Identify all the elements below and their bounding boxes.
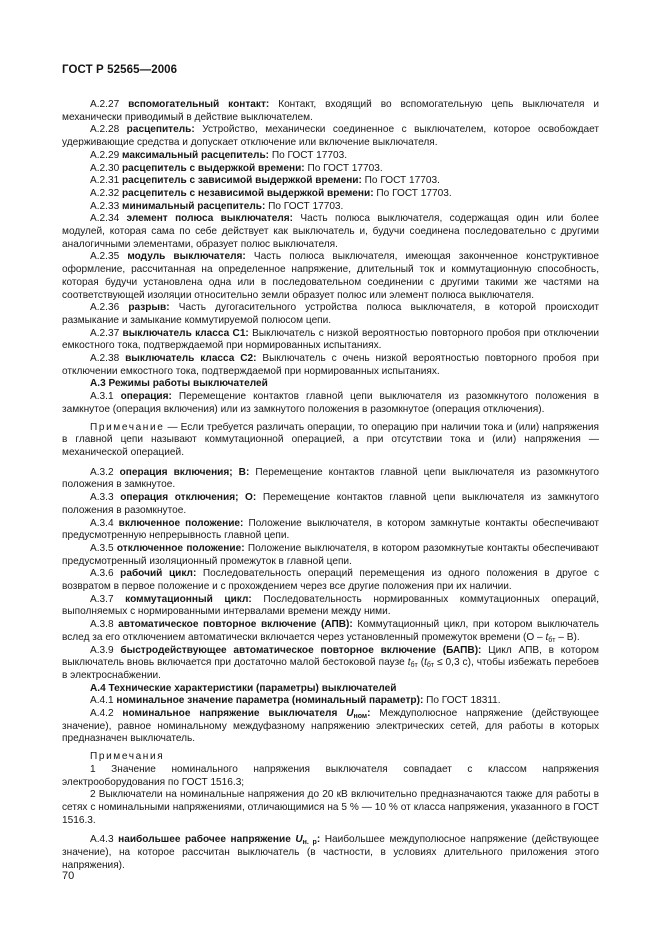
entry-a236: A.2.36 разрыв: Часть дугогасительного устройства полюса выключателя, в которой происходит размыкание и замыкание коммутируемой полюсом цепи. <box>62 302 599 326</box>
entry-a39: А.3.9 быстродействующее автоматическое повторное включение (БАПВ): Цикл АПВ, в котором выключатель вновь включается при достаточно малой бестоковой паузе $t_{бт}$ ($t_{бт} \le 0,3$ с), чтобы избежать перебоев в электроснабжении. <box>62 644 599 681</box>
note-a31: Примечание — Если требуется различать операции, то операцию при наличии тока и (или) напряжения в главной цепи называют коммутационной операцией, а при отсутствии тока и (или) напряжения — механической операцией. <box>62 421 599 458</box>
entry-a237: A.2.37 выключатель класса С1: Выключатель с низкой вероятностью повторного пробоя при отключении емкостного тока, подтверждаемой при нормированных испытаниях. <box>62 327 599 352</box>
entry-a42: А.4.2 номинальное напряжение выключателя $U_{ном}$: Междуполюсное напряжение (действующее значение), равное номинальному междуфазному напряжению электрических сетей, для работы в которых предназначен выключатель. <box>62 708 599 745</box>
entry-a229: A.2.29 максимальный расцепитель: По ГОСТ 17703. <box>90 149 348 161</box>
entry-a234: A.2.34 элемент полюса выключателя: Часть полюса выключателя, содержащая один или более модулей, которая сама по себе действует как выключатель и, будучи соединена последовательно с другими аналогичными элементами, образует полюс выключателя. <box>62 213 599 250</box>
entry-a38: А.3.8 автоматическое повторное включение (АПВ): Коммутационный цикл, при котором выключатель вслед за его отключением автоматически включается через установленный промежуток времени $(О - t_{бт} - В)$. <box>62 619 600 644</box>
entry-a235: A.2.35 модуль выключателя: Часть полюса выключателя, имеющая законченное конструктивное оформление, рассчитанная на определенное напряжение, длительный ток и коммутационную способность, которая будучи установлена одна или в последовательном соединении с другими такими же частями на соответствующей изоляции относительно земли образует полюс или элемент полюса выключателя. <box>62 251 599 301</box>
notes-label: Примечания <box>90 751 165 763</box>
entry-a31: А.3.1 операция: Перемещение контактов главной цепи выключателя из разомкнутого положения в замкнутое (операция включения) или из замкнутого положения в разомкнутое (операция отключения). <box>62 391 599 415</box>
entry-a41: А.4.1 номинальное значение параметра (номинальный параметр): По ГОСТ 18311. <box>90 695 501 707</box>
entry-a32: А.3.2 операция включения; В: Перемещение контактов главной цепи выключателя из разомкнутого положения в замкнутое. <box>62 466 599 491</box>
entry-a227: A.2.27 вспомогательный контакт: Контакт, входящий во вспомогательную цепь выключателя и механически приводимый в действие выключателем. <box>62 99 599 123</box>
entry-a238: A.2.38 выключатель класса С2: Выключатель с очень низкой вероятностью повторного пробоя при отключении емкостного тока, подтверждаемой при нормированных испытаниях. <box>62 353 599 377</box>
entry-a231: A.2.31 расцепитель с зависимой выдержкой времени: По ГОСТ 17703. <box>90 175 440 187</box>
standard-header: ГОСТ Р 52565—2006 <box>62 64 178 76</box>
note-item-1: 1 Значение номинального напряжения выключателя совпадает с классом напряжения электрооборудования по ГОСТ 1516.3; <box>62 763 599 788</box>
entry-a230: A.2.30 расцепитель с выдержкой времени: По ГОСТ 17703. <box>90 162 383 174</box>
entry-a232: A.2.32 расцепитель с независимой выдержкой времени: По ГОСТ 17703. <box>90 187 452 199</box>
entry-a233: A.2.33 минимальный расцепитель: По ГОСТ 17703. <box>90 200 344 212</box>
note-item-2: 2 Выключатели на номинальные напряжения до 20 кВ включительно предназначаются также для работы в сетях с номинальными напряжениями, отличающимися на 5 % — 10 % от класса напряжения, указанного в ГОСТ 1516.3. <box>62 789 599 826</box>
entry-a33: А.3.3 операция отключения; О: Перемещение контактов главной цепи выключателя из замкнутого положения в разомкнутое. <box>62 492 599 516</box>
entry-a35: А.3.5 отключенное положение: Положение выключателя, в котором разомкнутые контакты обеспечивают предусмотренный изоляционный промежуток в главной цепи. <box>62 542 599 567</box>
document-body <box>62 99 599 872</box>
section-heading-a4: А.4 Технические характеристики (параметры) выключателей <box>90 682 397 694</box>
entry-a43: А.4.3 наибольшее рабочее напряжение $U_{н. р}$: Наибольшее междуполюсное напряжение (действующее значение), на которое рассчитан выключатель (в частности, в условиях длительного приложения этого напряжения). <box>62 834 599 871</box>
entry-a37: А.3.7 коммутационный цикл: Последовательность нормированных коммутационных операций, выполняемых с нормированными интервалами времени между ними. <box>62 593 599 618</box>
page-number: 70 <box>62 870 75 882</box>
entry-a34: А.3.4 включенное положение: Положение выключателя, в котором замкнутые контакты обеспечивают предусмотренную непрерывность главной цепи. <box>62 517 600 542</box>
entry-a228: A.2.28 расцепитель: Устройство, механически соединенное с выключателем, которое освобождает удерживающие средства и допускает отключение или включение выключателя. <box>62 124 599 149</box>
section-heading-a3: А.3 Режимы работы выключателей <box>90 378 268 390</box>
entry-a36: А.3.6 рабочий цикл: Последовательность операций перемещения из одного положения в другое с возвратом в первое положение и с прохождением через все другие положения при их наличии. <box>62 568 599 593</box>
